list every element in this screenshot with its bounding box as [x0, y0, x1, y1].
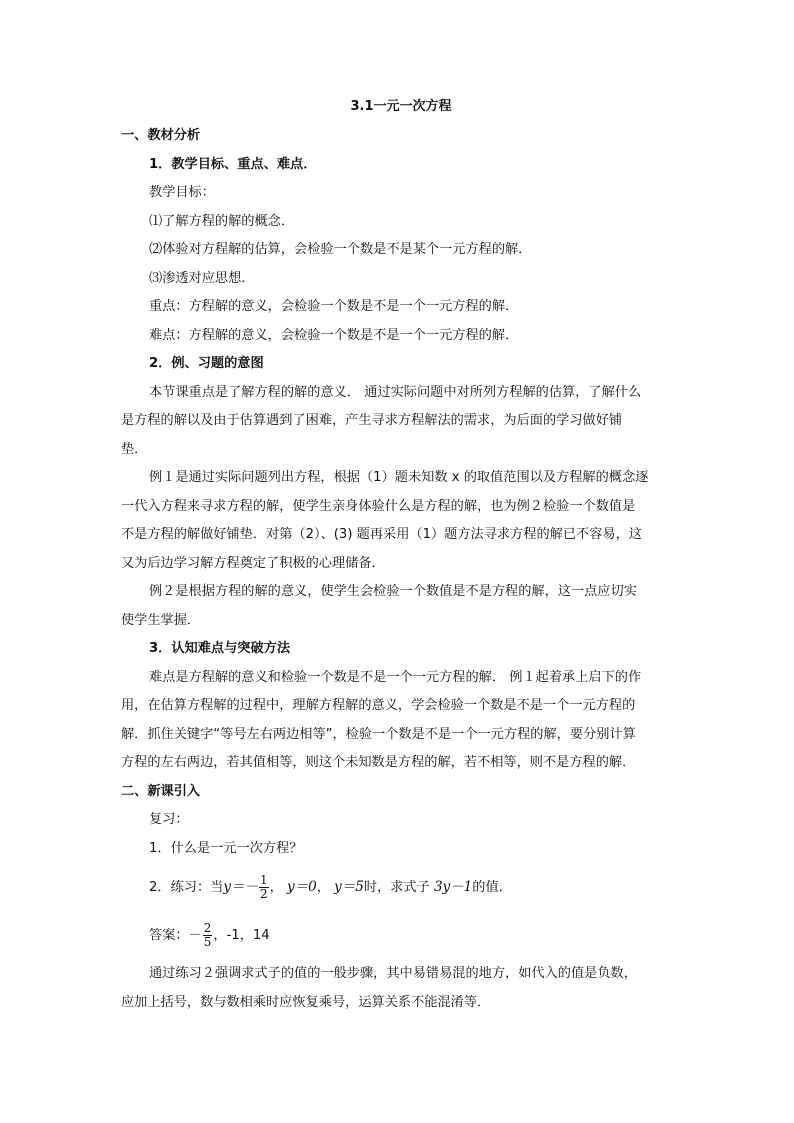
- subsection-heading-goals: 1．教学目标、重点、难点．: [149, 156, 317, 172]
- question-2-prefix: 2．练习：当: [149, 880, 224, 895]
- paragraph: [121, 664, 681, 778]
- paragraph-line: 应加上括号，数与数相乘时应恢复乘号，运算关系不能混淆等．: [121, 994, 491, 1010]
- goal-item: ⑴了解方程的解的概念．: [149, 213, 295, 229]
- paragraph-line: 例２是根据方程的解的意义，使学生会检验一个数值是不是方程的解，这一点应切实: [149, 584, 637, 599]
- paragraph-line: 又为后边学习解方程奠定了积极的心理储备．: [121, 555, 385, 571]
- fraction: [259, 874, 269, 901]
- fraction-denominator: 5: [203, 934, 212, 949]
- goals-label: 教学目标：: [149, 185, 215, 200]
- paragraph-line: 方程的左右两边，若其值相等，则这个未知数是方程的解，若不相等，则不是方程的解．: [121, 755, 636, 770]
- question-2: [121, 863, 681, 912]
- answer: [121, 912, 681, 960]
- paragraph: [121, 960, 681, 1017]
- paragraph: [121, 464, 681, 578]
- paragraph-line: 本节课重点是了解方程的解的意义． 通过实际问题中对所列方程解的估算，了解什么: [149, 384, 642, 400]
- paragraph-line: 用，在估算方程解的过程中，理解方程解的意义，学会检验一个数是不是一个一元方程的: [121, 698, 636, 713]
- fraction-numerator: 1: [259, 872, 268, 887]
- page-title: 3.1一元一次方程: [350, 99, 452, 114]
- difficulty-text: 难点：方程解的意义，会检验一个数是不是一个一元方程的解．: [149, 327, 519, 343]
- question-2-suffix: 的值．: [472, 880, 512, 895]
- paragraph-line: 使学生掌握．: [121, 612, 201, 628]
- math-expression: y＝5: [334, 879, 364, 895]
- key-point-text: 重点：方程解的意义，会检验一个数是不是一个一元方程的解．: [149, 299, 519, 314]
- paragraph-line: 难点是方程解的意义和检验一个数是不是一个一元方程的解． 例１起着承上启下的作: [149, 669, 642, 685]
- math-expression: y＝－: [223, 879, 258, 895]
- section-heading-analysis: 一、教材分析: [121, 128, 201, 143]
- separator: ，: [269, 880, 283, 895]
- paragraph-line: 例１是通过实际问题列出方程，根据（1）题未知数 x 的取值范围以及方程解的概念逐: [149, 470, 649, 485]
- answer-values: ，-1，14: [213, 928, 270, 943]
- paragraph-line: 解．抓住关键字“等号左右两边相等”，检验一个数是不是一个一元方程的解，要分别计算: [121, 726, 636, 742]
- separator: ，: [316, 880, 330, 895]
- paragraph-line: 一代入方程来寻求方程的解，使学生亲身体验什么是方程的解，也为例２检验一个数值是: [121, 498, 636, 514]
- answer-prefix: 答案：－: [149, 928, 202, 943]
- paragraph: [121, 578, 681, 635]
- question-2-text: 时，求式子: [363, 880, 430, 895]
- subsection-heading-difficulties: 3．认知难点与突破方法: [149, 641, 291, 656]
- math-expression: 3y－1: [433, 879, 473, 895]
- fraction-denominator: 2: [259, 886, 268, 901]
- fraction: [203, 922, 213, 949]
- question-1: 1．什么是一元一次方程？: [149, 840, 303, 856]
- section-heading-intro: 二、新课引入: [121, 783, 201, 799]
- paragraph-line: 通过练习２强调求式子的值的一般步骤，其中易错易混的地方，如代入的值是负数，: [149, 966, 637, 981]
- goal-item: ⑵体验对方程解的估算，会检验一个数是不是某个一元方程的解．: [149, 242, 532, 257]
- fraction-numerator: 2: [203, 920, 212, 935]
- document-body: [121, 94, 681, 1017]
- paragraph-line: 是方程的解以及由于估算遇到了困难，产生寻求方程解法的需求，为后面的学习做好铺: [121, 413, 623, 428]
- math-expression: y＝0: [287, 879, 317, 895]
- paragraph-line: 垫．: [121, 441, 148, 457]
- paragraph-line: 不是方程的解做好铺垫．对第（2）、(3) 题再采用（1）题方法寻求方程的解已不容易，这: [121, 527, 642, 542]
- review-label: 复习：: [149, 812, 189, 827]
- subsection-heading-examples: 2．例、习题的意图: [149, 356, 264, 371]
- goal-item: ⑶渗透对应思想．: [149, 270, 255, 286]
- paragraph: [121, 379, 681, 465]
